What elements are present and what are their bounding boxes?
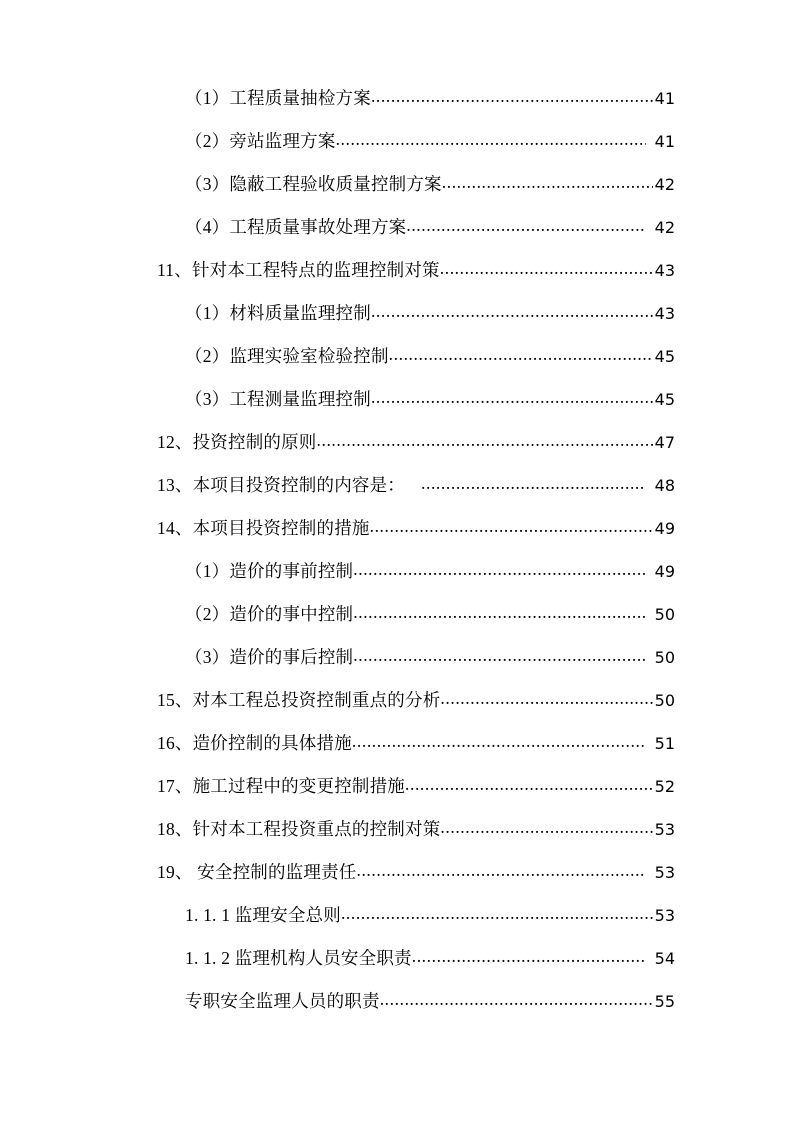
toc-entry-page-number: 42	[654, 175, 675, 194]
toc-entry-page-number: 52	[654, 777, 675, 796]
toc-entry-page-number: 43	[654, 304, 675, 323]
toc-entry[interactable]	[0, 174, 793, 217]
toc-dot-leader	[353, 563, 646, 577]
toc-entry-label: 18、针对本工程投资重点的控制对策	[157, 819, 441, 839]
toc-entry-label: 15、对本工程总投资控制重点的分析	[157, 690, 441, 710]
toc-dot-leader	[353, 649, 646, 663]
toc-entry-label: 19、 安全控制的监理责任	[157, 862, 357, 882]
toc-entry-label: 1. 1. 1 监理安全总则	[185, 905, 341, 925]
toc-dot-leader	[352, 735, 646, 749]
toc-entry-label: 17、施工过程中的变更控制措施	[157, 776, 405, 796]
toc-dot-leader	[371, 90, 653, 104]
toc-entry[interactable]	[0, 776, 793, 819]
toc-entry-page-number: 53	[654, 906, 675, 925]
toc-entry-label: （3）隐蔽工程验收质量控制方案	[185, 174, 442, 194]
toc-entry-label: （2）造价的事中控制	[185, 604, 354, 624]
toc-entry-label: （2）监理实验室检验控制	[185, 346, 389, 366]
toc-entry-label: 11、针对本工程特点的监理控制对策	[157, 260, 440, 280]
toc-entry-label: （1）工程质量抽检方案	[185, 88, 371, 108]
toc-entry-page-number: 55	[654, 992, 675, 1011]
toc-entry[interactable]	[0, 475, 793, 518]
toc-entry-page-number: 50	[654, 605, 675, 624]
toc-entry[interactable]	[0, 604, 793, 647]
toc-entry[interactable]	[0, 733, 793, 776]
toc-entry-page-number: 53	[654, 863, 675, 882]
toc-entry[interactable]	[0, 991, 793, 1034]
toc-dot-leader	[412, 950, 646, 964]
toc-entry-page-number: 53	[654, 820, 675, 839]
toc-entry[interactable]	[0, 88, 793, 131]
toc-entry-page-number: 48	[654, 476, 675, 495]
toc-entry-page-number: 41	[654, 132, 675, 151]
toc-dot-leader	[371, 305, 653, 319]
toc-entry-label: 13、本项目投资控制的内容是：	[157, 475, 405, 495]
toc-dot-leader	[442, 176, 653, 190]
toc-entry-label: 专职安全监理人员的职责	[185, 991, 380, 1011]
toc-entry[interactable]	[0, 690, 793, 733]
toc-entry[interactable]	[0, 303, 793, 346]
toc-entry[interactable]	[0, 432, 793, 475]
toc-entry-label: 1. 1. 2 监理机构人员安全职责	[185, 948, 412, 968]
toc-entry-page-number: 51	[654, 734, 675, 753]
toc-entry-page-number: 43	[654, 261, 675, 280]
toc-entry-page-number: 50	[654, 691, 675, 710]
toc-entry-label: 16、造价控制的具体措施	[157, 733, 352, 753]
toc-dot-leader	[380, 993, 653, 1007]
toc-dot-leader	[317, 434, 654, 448]
toc-dot-leader	[356, 864, 646, 878]
toc-dot-leader	[440, 262, 653, 276]
toc-entry-page-number: 42	[654, 218, 675, 237]
toc-dot-leader	[405, 778, 653, 792]
toc-entry[interactable]	[0, 131, 793, 174]
toc-dot-leader	[421, 477, 646, 491]
toc-entry-page-number: 41	[654, 89, 675, 108]
toc-dot-leader	[406, 219, 646, 233]
toc-entry[interactable]	[0, 647, 793, 690]
toc-entry[interactable]	[0, 260, 793, 303]
toc-dot-leader	[371, 391, 653, 405]
toc-entry-page-number: 54	[654, 949, 675, 968]
toc-entry[interactable]	[0, 561, 793, 604]
toc-entry-label: 14、本项目投资控制的措施	[157, 518, 370, 538]
toc-entry[interactable]	[0, 948, 793, 991]
toc-entry-label: （1）造价的事前控制	[185, 561, 354, 581]
toc-dot-leader	[370, 520, 653, 534]
toc-dot-leader	[389, 348, 653, 362]
toc-dot-leader	[440, 821, 653, 835]
toc-entry[interactable]	[0, 518, 793, 561]
toc-entry-label: （1）材料质量监理控制	[185, 303, 371, 323]
toc-entry-page-number: 45	[654, 347, 675, 366]
toc-entry-page-number: 45	[654, 390, 675, 409]
toc-entry[interactable]	[0, 862, 793, 905]
toc-entry-page-number: 49	[654, 519, 675, 538]
toc-entry-label: 12、投资控制的原则	[157, 432, 317, 452]
toc-dot-leader	[353, 606, 646, 620]
toc-entry-label: （3）工程测量监理控制	[185, 389, 371, 409]
table-of-contents	[0, 88, 793, 1034]
toc-dot-leader	[336, 133, 646, 147]
toc-dot-leader	[341, 907, 653, 921]
toc-entry-page-number: 50	[654, 648, 675, 667]
toc-entry[interactable]	[0, 217, 793, 260]
toc-entry-label: （3）造价的事后控制	[185, 647, 354, 667]
toc-entry[interactable]	[0, 389, 793, 432]
toc-entry-page-number: 47	[654, 433, 675, 452]
toc-entry[interactable]	[0, 819, 793, 862]
toc-entry[interactable]	[0, 905, 793, 948]
toc-entry-label: （2）旁站监理方案	[185, 131, 336, 151]
toc-entry-label: （4）工程质量事故处理方案	[185, 217, 407, 237]
toc-dot-leader	[440, 692, 653, 706]
toc-entry-page-number: 49	[654, 562, 675, 581]
toc-entry[interactable]	[0, 346, 793, 389]
